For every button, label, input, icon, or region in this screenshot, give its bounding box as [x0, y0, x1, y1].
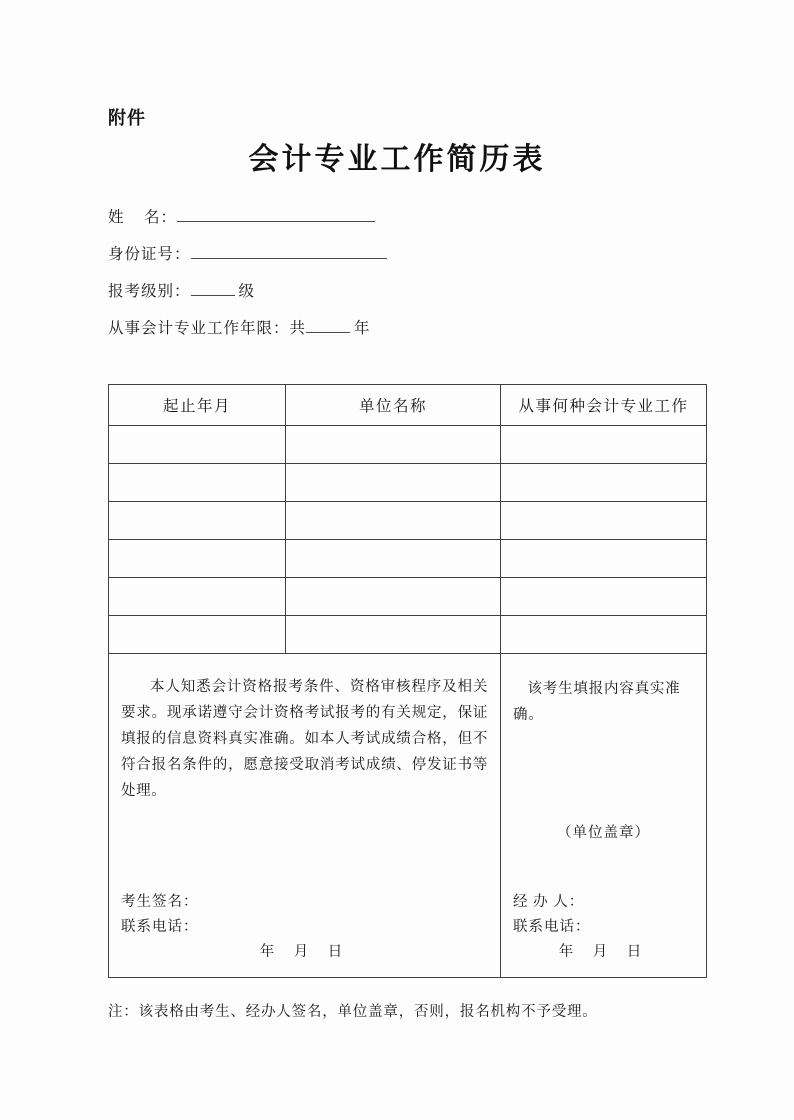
cell-period[interactable] — [109, 502, 286, 540]
employer-verification-cell — [501, 654, 707, 978]
cell-job[interactable] — [501, 426, 707, 464]
cell-job[interactable] — [501, 502, 707, 540]
candidate-phone-label[interactable]: 联系电话： — [121, 919, 199, 935]
table-row — [109, 502, 707, 540]
employer-verification-text — [501, 654, 706, 846]
table-row — [109, 426, 707, 464]
candidate-statement-paragraph: 本人知悉会计资格报考条件、资格审核程序及相关要求。现承诺遵守会计资格考试报考的有关规定，保证填报的信息资料真实准确。如本人考试成绩合格，但不符合报名条件的，愿意接受取消考试成绩、停发证书等处理。 — [121, 679, 488, 799]
candidate-signature-label[interactable]: 考生签名： — [121, 894, 199, 910]
cell-period[interactable] — [109, 464, 286, 502]
cell-employer[interactable] — [286, 426, 501, 464]
employer-handler-label[interactable]: 经 办 人： — [513, 894, 585, 910]
cell-period[interactable] — [109, 540, 286, 578]
employer-verification-body: 该考生填报内容真实准确。 — [513, 681, 681, 723]
cell-employer[interactable] — [286, 502, 501, 540]
attachment-label: 附件 — [108, 108, 146, 128]
cell-employer[interactable] — [286, 578, 501, 616]
cell-period[interactable] — [109, 578, 286, 616]
field-label-exam-level: 报考级别： — [108, 283, 191, 300]
table-row — [109, 540, 707, 578]
footnote: 注：该表格由考生、经办人签名，单位盖章，否则，报名机构不予受理。 — [108, 1004, 598, 1020]
table-row — [109, 616, 707, 654]
employer-seal-label: （单位盖章） — [557, 825, 650, 841]
table-row — [109, 464, 707, 502]
field-row-id-number — [108, 242, 708, 264]
employer-signature-block — [513, 890, 694, 965]
employer-phone-label[interactable]: 联系电话： — [513, 919, 591, 935]
table-row — [109, 578, 707, 616]
table-header-period: 起止年月 — [109, 385, 286, 426]
table-header-row — [109, 385, 707, 426]
field-row-exam-level — [108, 279, 708, 301]
field-input-name[interactable] — [177, 207, 375, 222]
field-label-name: 姓 名： — [108, 209, 178, 226]
cell-employer[interactable] — [286, 616, 501, 654]
cell-job[interactable] — [501, 616, 707, 654]
cell-employer[interactable] — [286, 464, 501, 502]
applicant-fields — [108, 205, 708, 353]
field-row-work-years — [108, 316, 708, 338]
cell-job[interactable] — [501, 578, 707, 616]
work-history-table — [108, 384, 707, 978]
page-title: 会计专业工作简历表 — [248, 143, 546, 176]
table-header-employer: 单位名称 — [286, 385, 501, 426]
candidate-date-line[interactable]: 年 月 日 — [259, 944, 344, 960]
cell-period[interactable] — [109, 426, 286, 464]
field-input-id-number[interactable] — [191, 244, 387, 259]
cell-job[interactable] — [501, 540, 707, 578]
declaration-row — [109, 654, 707, 978]
field-label-work-years: 从事会计专业工作年限：共 — [108, 320, 307, 337]
cell-employer[interactable] — [286, 540, 501, 578]
employer-date-line[interactable]: 年 月 日 — [558, 944, 643, 960]
cell-period[interactable] — [109, 616, 286, 654]
table-header-job: 从事何种会计专业工作 — [501, 385, 707, 426]
field-input-work-years[interactable] — [306, 318, 350, 333]
field-input-exam-level[interactable] — [191, 281, 235, 296]
field-row-name — [108, 205, 708, 227]
candidate-statement-text — [109, 654, 500, 804]
candidate-statement-cell — [109, 654, 501, 978]
field-suffix-exam-level: 级 — [238, 283, 256, 300]
candidate-signature-block — [121, 890, 488, 965]
field-label-id-number: 身份证号： — [108, 246, 191, 263]
field-suffix-work-years: 年 — [354, 320, 371, 337]
cell-job[interactable] — [501, 464, 707, 502]
